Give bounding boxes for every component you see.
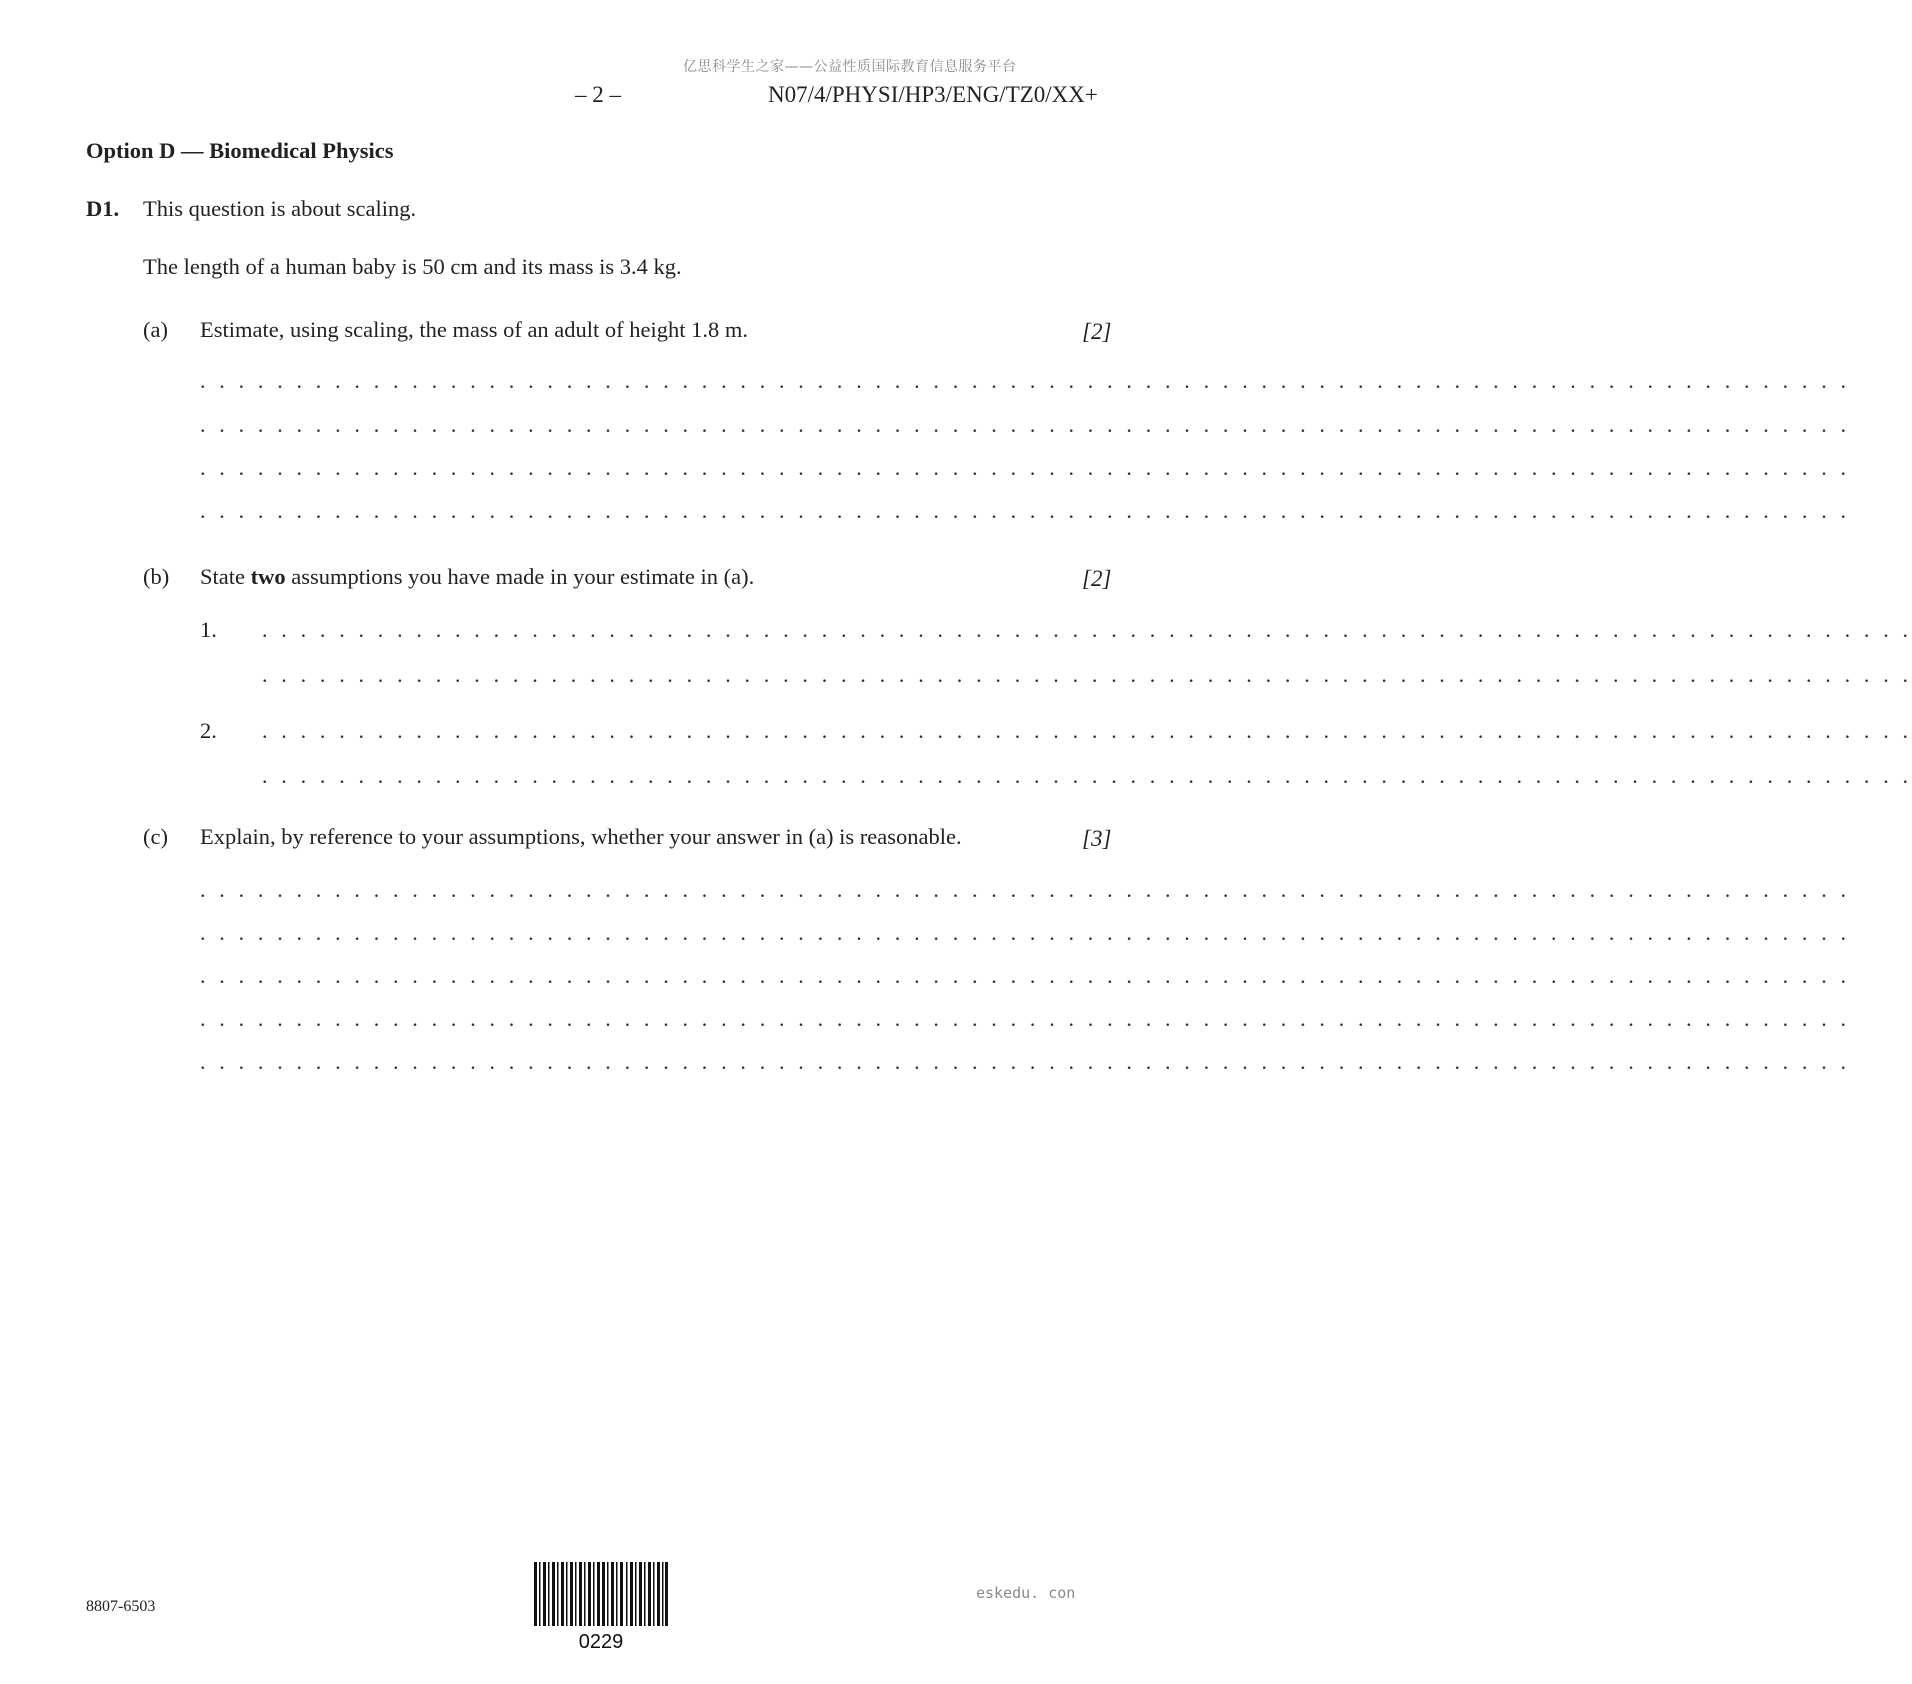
part-c-marks: [3] — [1082, 826, 1112, 851]
barcode-bars — [534, 1562, 668, 1626]
answer-line-b1a[interactable]: . . . . . . . . . . . . . . . . . . . . . . . . . . . . . . . . . . . . . . . . . . . . . . . . . . . . . . . . . . . . . . . . . . . . . . . . . . . . . . . . . . . . . . — [262, 617, 1912, 642]
site-watermark: eskedu. con — [976, 1584, 1076, 1602]
question-number: D1. — [86, 196, 120, 221]
answer-line-b2b[interactable]: . . . . . . . . . . . . . . . . . . . . . . . . . . . . . . . . . . . . . . . . . . . . . . . . . . . . . . . . . . . . . . . . . . . . . . . . . . . . . . . . . . . . . . — [262, 763, 1912, 788]
barcode — [534, 1562, 668, 1654]
part-a-label: (a) — [143, 317, 168, 342]
answer-line-a2[interactable]: . . . . . . . . . . . . . . . . . . . . . . . . . . . . . . . . . . . . . . . . . . . . . . . . . . . . . . . . . . . . . . . . . . . . . . . . . . . . . . . . . . . . . . — [200, 412, 1851, 437]
part-b-text — [200, 566, 754, 589]
part-a-marks: [2] — [1082, 319, 1112, 344]
header-watermark: 亿思科学生之家——公益性质国际教育信息服务平台 — [683, 59, 1017, 75]
answer-line-c4[interactable]: . . . . . . . . . . . . . . . . . . . . . . . . . . . . . . . . . . . . . . . . . . . . . . . . . . . . . . . . . . . . . . . . . . . . . . . . . . . . . . . . . . . . . . — [200, 1006, 1851, 1031]
answer-line-c5[interactable]: . . . . . . . . . . . . . . . . . . . . . . . . . . . . . . . . . . . . . . . . . . . . . . . . . . . . . . . . . . . . . . . . . . . . . . . . . . . . . . . . . . . . . . — [200, 1049, 1851, 1074]
answer-line-a4[interactable]: . . . . . . . . . . . . . . . . . . . . . . . . . . . . . . . . . . . . . . . . . . . . . . . . . . . . . . . . . . . . . . . . . . . . . . . . . . . . . . . . . . . . . . — [200, 498, 1851, 523]
paper-code: N07/4/PHYSI/HP3/ENG/TZ0/XX+ — [768, 82, 1098, 107]
answer-line-a1[interactable]: . . . . . . . . . . . . . . . . . . . . . . . . . . . . . . . . . . . . . . . . . . . . . . . . . . . . . . . . . . . . . . . . . . . . . . . . . . . . . . . . . . . . . . — [200, 368, 1851, 393]
answer-line-c2[interactable]: . . . . . . . . . . . . . . . . . . . . . . . . . . . . . . . . . . . . . . . . . . . . . . . . . . . . . . . . . . . . . . . . . . . . . . . . . . . . . . . . . . . . . . — [200, 920, 1851, 945]
question-intro: This question is about scaling. — [143, 196, 417, 221]
part-c-label: (c) — [143, 824, 168, 849]
barcode-number: 0229 — [578, 1631, 624, 1653]
page-number: – 2 – — [575, 82, 621, 107]
answer-line-b1b[interactable]: . . . . . . . . . . . . . . . . . . . . . . . . . . . . . . . . . . . . . . . . . . . . . . . . . . . . . . . . . . . . . . . . . . . . . . . . . . . . . . . . . . . . . . — [262, 662, 1912, 687]
part-b-item2-label: 2. — [200, 718, 217, 743]
part-c-text: Explain, by reference to your assumptions, whether your answer in (a) is reasonable. — [200, 824, 962, 849]
part-b-text-bold: two — [250, 564, 286, 589]
option-title: Option D — Biomedical Physics — [86, 138, 394, 163]
doc-code: 8807-6503 — [86, 1598, 156, 1615]
answer-line-b2a[interactable]: . . . . . . . . . . . . . . . . . . . . . . . . . . . . . . . . . . . . . . . . . . . . . . . . . . . . . . . . . . . . . . . . . . . . . . . . . . . . . . . . . . . . . . — [262, 718, 1912, 743]
part-b-item1-label: 1. — [200, 617, 217, 642]
question-given: The length of a human baby is 50 cm and its mass is 3.4 kg. — [143, 254, 682, 279]
part-b-text-post: assumptions you have made in your estimate in (a). — [285, 564, 755, 589]
part-a-text: Estimate, using scaling, the mass of an adult of height 1.8 m. — [200, 317, 749, 342]
answer-line-c3[interactable]: . . . . . . . . . . . . . . . . . . . . . . . . . . . . . . . . . . . . . . . . . . . . . . . . . . . . . . . . . . . . . . . . . . . . . . . . . . . . . . . . . . . . . . — [200, 963, 1851, 988]
part-b-label: (b) — [143, 564, 170, 589]
answer-line-a3[interactable]: . . . . . . . . . . . . . . . . . . . . . . . . . . . . . . . . . . . . . . . . . . . . . . . . . . . . . . . . . . . . . . . . . . . . . . . . . . . . . . . . . . . . . . — [200, 455, 1851, 480]
answer-line-c1[interactable]: . . . . . . . . . . . . . . . . . . . . . . . . . . . . . . . . . . . . . . . . . . . . . . . . . . . . . . . . . . . . . . . . . . . . . . . . . . . . . . . . . . . . . . — [200, 877, 1851, 902]
part-b-text-pre: State — [200, 564, 251, 589]
part-b-marks: [2] — [1082, 566, 1112, 591]
